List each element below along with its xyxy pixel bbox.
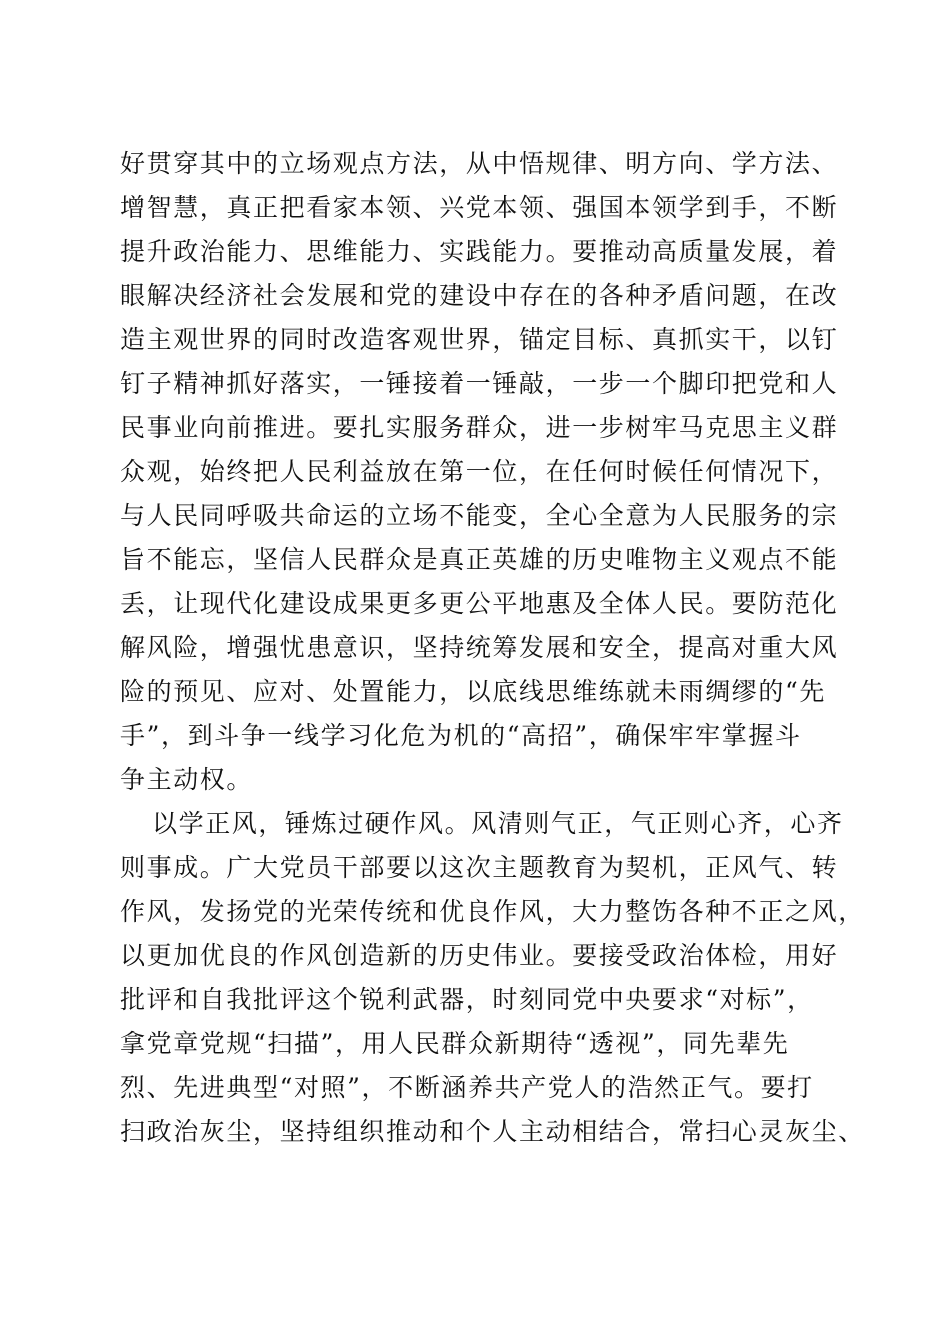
- text-line: 扫政治灰尘，坚持组织推动和个人主动相结合，常扫心灵灰尘、: [120, 1117, 865, 1146]
- text-line: 增智慧，真正把看家本领、兴党本领、强国本领学到手，不断: [120, 193, 839, 222]
- text-line: 丢，让现代化建设成果更多更公平地惠及全体人民。要防范化: [120, 589, 839, 618]
- text-line: 旨不能忘，坚信人民群众是真正英雄的历史唯物主义观点不能: [120, 545, 839, 574]
- text-line: 造主观世界的同时改造客观世界，锚定目标、真抓实干，以钉: [120, 325, 839, 354]
- text-line: 民事业向前推进。要扎实服务群众，进一步树牢马克思主义群: [120, 413, 839, 442]
- text-line: 好贯穿其中的立场观点方法，从中悟规律、明方向、学方法、: [120, 149, 839, 178]
- text-line: 以更加优良的作风创造新的历史伟业。要接受政治体检，用好: [120, 941, 839, 970]
- text-line: 钉子精神抓好落实，一锤接着一锤敲，一步一个脚印把党和人: [120, 369, 839, 398]
- text-line: 作风，发扬党的光荣传统和优良作风，大力整饬各种不正之风，: [120, 897, 865, 926]
- text-line: 眼解决经济社会发展和党的建设中存在的各种矛盾问题，在改: [120, 281, 839, 310]
- text-line: 批评和自我批评这个锐利武器，时刻同党中央要求“对标”，: [120, 985, 814, 1014]
- text-line: 烈、先进典型“对照”，不断涵养共产党人的浩然正气。要打: [120, 1073, 814, 1102]
- text-line: 与人民同呼吸共命运的立场不能变，全心全意为人民服务的宗: [120, 501, 839, 530]
- text-line: 解风险，增强忧患意识，坚持统筹发展和安全，提高对重大风: [120, 633, 839, 662]
- text-line: 拿党章党规“扫描”，用人民群众新期待“透视”，同先辈先: [120, 1029, 790, 1058]
- text-line: 险的预见、应对、处置能力，以底线思维练就未雨绸缪的“先: [120, 677, 826, 706]
- text-line: 手”，到斗争一线学习化危为机的“高招”，确保牢牢掌握斗: [120, 721, 802, 750]
- text-line: 提升政治能力、思维能力、实践能力。要推动高质量发展，着: [120, 237, 839, 266]
- text-line: 众观，始终把人民利益放在第一位，在任何时候任何情况下，: [120, 457, 839, 486]
- text-line: 争主动权。: [120, 765, 254, 794]
- text-line: 则事成。广大党员干部要以这次主题教育为契机，正风气、转: [120, 853, 839, 882]
- paragraph-first-line: 以学正风，锤炼过硬作风。风清则气正，气正则心齐，心齐: [152, 809, 844, 838]
